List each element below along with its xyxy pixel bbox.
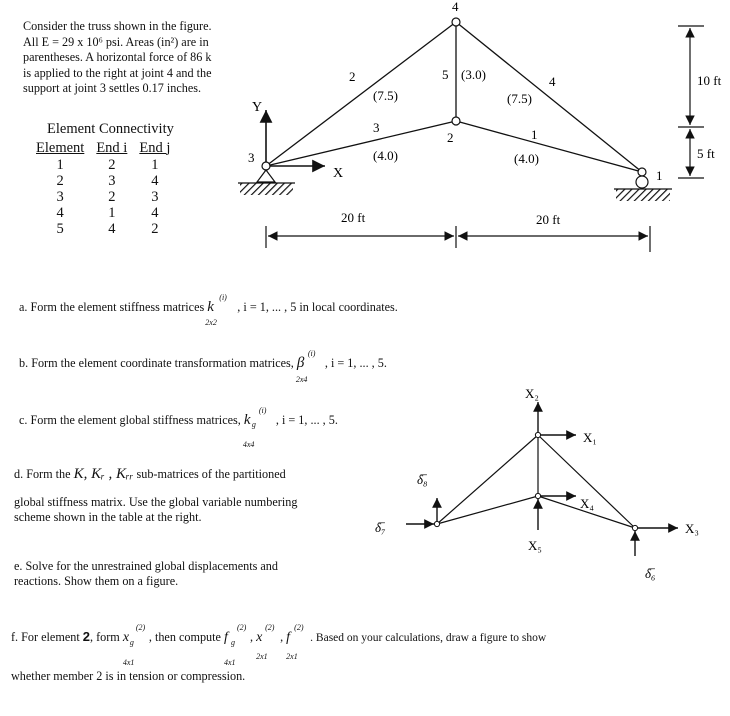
dimension-subscript: 2x1: [256, 652, 268, 661]
table-cell: 1: [151, 157, 159, 173]
area-label: (7.5): [507, 91, 532, 106]
superscript: (2): [236, 623, 247, 632]
member-1: [456, 121, 642, 172]
question-d-line3: scheme shown in the table at the right.: [14, 510, 202, 524]
dof-x3-label: X₃: [685, 521, 699, 536]
dof-joint-4: [535, 432, 540, 437]
dim-left-label: 20 ft: [341, 210, 366, 225]
table-header: End j: [139, 139, 171, 156]
table-cell: 5: [56, 221, 64, 237]
intro-line: All E = 29 x 10⁶ psi. Areas (in²) are in: [23, 34, 209, 49]
pin-support: [257, 170, 275, 182]
area-label: (4.0): [514, 151, 539, 166]
superscript: (i): [258, 406, 267, 415]
dof-d6-label: δ̅₆: [645, 566, 656, 581]
dimension-subscript: 4x1: [223, 658, 236, 667]
member-label: 2: [349, 69, 356, 84]
table-cell: 4: [56, 205, 64, 221]
symbol-f: f: [286, 630, 291, 645]
connectivity-title: Element Connectivity: [47, 121, 174, 137]
symbol-beta: β: [296, 355, 305, 371]
question-text: , i = 1, ... , 5.: [324, 356, 387, 370]
symbol-x: x: [256, 630, 263, 645]
question-f-line2: whether member 2 is in tension or compression.: [11, 669, 246, 683]
dof-x1-label: X₁: [583, 430, 597, 445]
dof-x4-label: X₄: [580, 496, 594, 511]
dof-x2-label: X₂: [525, 386, 539, 401]
element-number: 2: [82, 629, 90, 644]
dimension-subscript: 4x1: [122, 658, 135, 667]
symbol-K-matrices: K, Kᵣ , Kᵣᵣ: [73, 466, 134, 482]
area-label: (3.0): [461, 67, 486, 82]
subscript-g: g: [251, 420, 256, 429]
dof-joint-2: [535, 493, 540, 498]
joint-2: [452, 117, 460, 125]
joint-3: [262, 162, 270, 170]
question-c: [19, 406, 338, 449]
dim-bottom-label: 5 ft: [697, 146, 715, 161]
table-header: Element: [36, 139, 85, 156]
roller-support: [636, 176, 648, 188]
table-cell: 2: [108, 189, 116, 205]
joint-label: 2: [447, 130, 454, 145]
superscript: (2): [294, 623, 304, 632]
question-text: d. Form the: [14, 467, 74, 481]
dimension-subscript: 4x4: [242, 440, 255, 449]
table-cell: 1: [108, 205, 116, 221]
table-cell: 3: [151, 189, 159, 205]
dof-x5-label: X₅: [528, 538, 542, 553]
dof-d7-label: δ̅₇: [375, 520, 386, 535]
question-text: c. Form the element global stiffness matrices,: [19, 413, 244, 427]
y-axis-label: Y: [252, 100, 263, 115]
dof-joint-3: [434, 521, 439, 526]
superscript: (i): [219, 293, 227, 302]
intro-line: is applied to the right at joint 4 and the: [23, 65, 212, 80]
question-text: , form: [90, 630, 123, 644]
symbol-kg: k: [243, 412, 251, 428]
question-text: f. For element: [11, 630, 83, 644]
superscript: (i): [307, 349, 316, 358]
member-2: [266, 22, 456, 166]
table-header: End i: [96, 139, 128, 156]
member-3: [266, 121, 456, 166]
question-e-line2: reactions. Show them on a figure.: [14, 574, 179, 588]
joint-label: 4: [452, 0, 459, 14]
question-text: , i = 1, ... , 5.: [275, 413, 338, 427]
subscript-g: g: [230, 638, 235, 647]
subscript-g: g: [129, 638, 134, 647]
table-cell: 3: [108, 173, 116, 189]
member-4: [456, 22, 642, 172]
question-a: [19, 293, 398, 327]
member-label: 4: [549, 74, 556, 89]
member-label: 1: [531, 127, 538, 142]
joint-4: [452, 18, 460, 26]
intro-line: support at joint 3 settles 0.17 inches.: [23, 81, 202, 95]
member-label: 3: [373, 120, 380, 135]
dimension-subscript: 2x2: [205, 318, 217, 327]
dof-d8-label: δ̅₈: [417, 472, 428, 487]
dim-top-label: 10 ft: [697, 73, 722, 88]
table-cell: 4: [151, 205, 159, 221]
question-d: [14, 466, 286, 483]
area-label: (7.5): [373, 88, 398, 103]
dimension-subscript: 2x4: [295, 375, 308, 384]
question-text: b. Form the element coordinate transformation matrices,: [19, 356, 297, 370]
question-text: sub-matrices of the partitioned: [133, 467, 286, 481]
ground-hatch-left: [240, 183, 293, 195]
area-label: (4.0): [373, 148, 398, 163]
dof-joint-1: [632, 525, 637, 530]
symbol-fg: f: [223, 630, 228, 645]
question-text: , i = 1, ... , 5 in local coordinates.: [237, 300, 398, 314]
question-text: . Based on your calculations, draw a figure to show: [310, 632, 547, 644]
question-d-line2: global stiffness matrix. Use the global variable numbering: [14, 495, 298, 509]
superscript: (2): [135, 623, 146, 632]
table-cell: 4: [108, 221, 116, 237]
ground-hatch-right: [616, 189, 670, 201]
question-text: , then compute: [148, 630, 224, 644]
table-cell: 1: [56, 157, 64, 173]
table-cell: 3: [56, 189, 64, 205]
truss-figure: [0, 0, 730, 260]
dof-figure: [360, 380, 730, 590]
dim-right-label: 20 ft: [536, 212, 561, 227]
table-cell: 2: [151, 221, 159, 237]
joint-label: 3: [248, 150, 255, 165]
dimension-subscript: 2x1: [286, 652, 298, 661]
intro-line: parentheses. A horizontal force of 86 k: [23, 50, 212, 64]
symbol-k: k: [207, 299, 214, 315]
joint-1: [638, 168, 646, 176]
symbol-xg: x: [122, 630, 130, 645]
table-cell: 2: [56, 173, 64, 189]
question-b: [19, 349, 387, 384]
table-cell: 2: [108, 157, 116, 173]
question-e: e. Solve for the unrestrained global displacements and: [14, 559, 278, 573]
x-axis-label: X: [333, 166, 344, 181]
member-label: 5: [442, 67, 449, 82]
superscript: (2): [265, 623, 275, 632]
question-f: f. For element 2, form x g (2) 4x1 , then compute f g (2) 4x1 , x (2) 2x1 , f (2) 2x1 . Based on your calculations, draw a figure to show: [11, 623, 547, 667]
table-cell: 4: [151, 173, 159, 189]
joint-label: 1: [656, 168, 663, 183]
question-text: a. Form the element stiffness matrices: [19, 300, 208, 314]
intro-line: Consider the truss shown in the figure.: [23, 19, 212, 33]
